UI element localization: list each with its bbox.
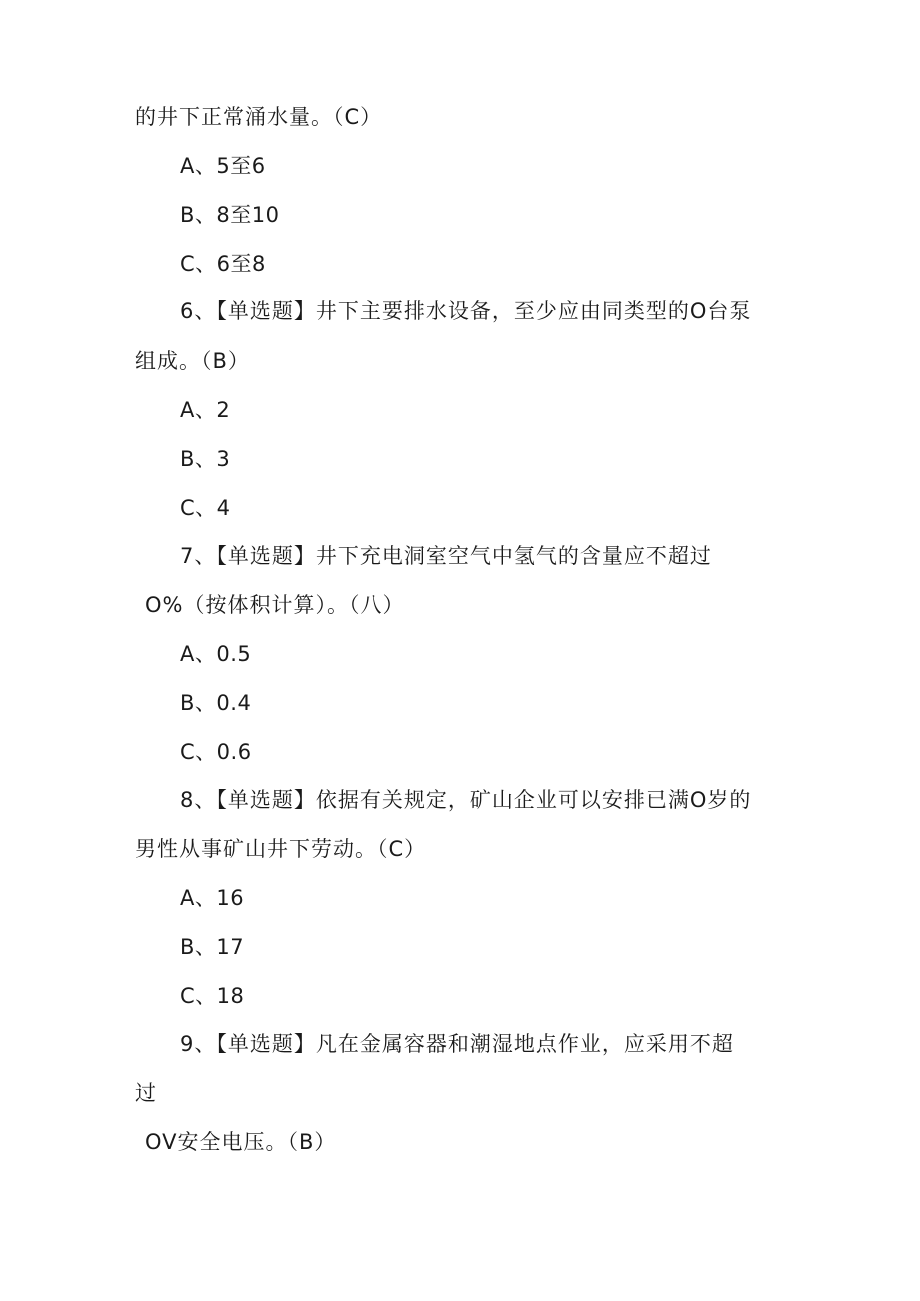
q7-option-b: B、0.4 bbox=[180, 691, 252, 715]
question-5-continuation: 的井下正常涌水量。（C） bbox=[135, 105, 383, 129]
q8-option-a: A、16 bbox=[180, 886, 245, 910]
question-8-continuation: 男性从事矿山井下劳动。（C） bbox=[135, 837, 427, 861]
q7-option-c: C、0.6 bbox=[180, 740, 252, 764]
q7-option-a: A、0.5 bbox=[180, 642, 252, 666]
question-9-continuation-2: OV安全电压。（B） bbox=[145, 1130, 337, 1154]
question-9-text: 9、【单选题】凡在金属容器和潮湿地点作业，应采用不超 bbox=[180, 1032, 734, 1056]
question-9-continuation: 过 bbox=[135, 1081, 157, 1105]
question-8-text: 8、【单选题】依据有关规定，矿山企业可以安排已满O岁的 bbox=[180, 788, 752, 812]
q8-option-b: B、17 bbox=[180, 935, 245, 959]
q6-option-a: A、2 bbox=[180, 398, 231, 422]
question-7-continuation: O%（按体积计算）。（八） bbox=[145, 593, 405, 617]
q8-option-c: C、18 bbox=[180, 984, 245, 1008]
q5-option-a: A、5至6 bbox=[180, 154, 266, 178]
q6-option-b: B、3 bbox=[180, 447, 231, 471]
q5-option-b: B、8至10 bbox=[180, 203, 280, 227]
question-6-text: 6、【单选题】井下主要排水设备，至少应由同类型的O台泵 bbox=[180, 299, 752, 323]
q6-option-c: C、4 bbox=[180, 496, 231, 520]
question-7-text: 7、【单选题】井下充电洞室空气中氢气的含量应不超过 bbox=[180, 544, 712, 568]
q5-option-c: C、6至8 bbox=[180, 252, 266, 276]
question-6-continuation: 组成。（B） bbox=[135, 349, 250, 373]
